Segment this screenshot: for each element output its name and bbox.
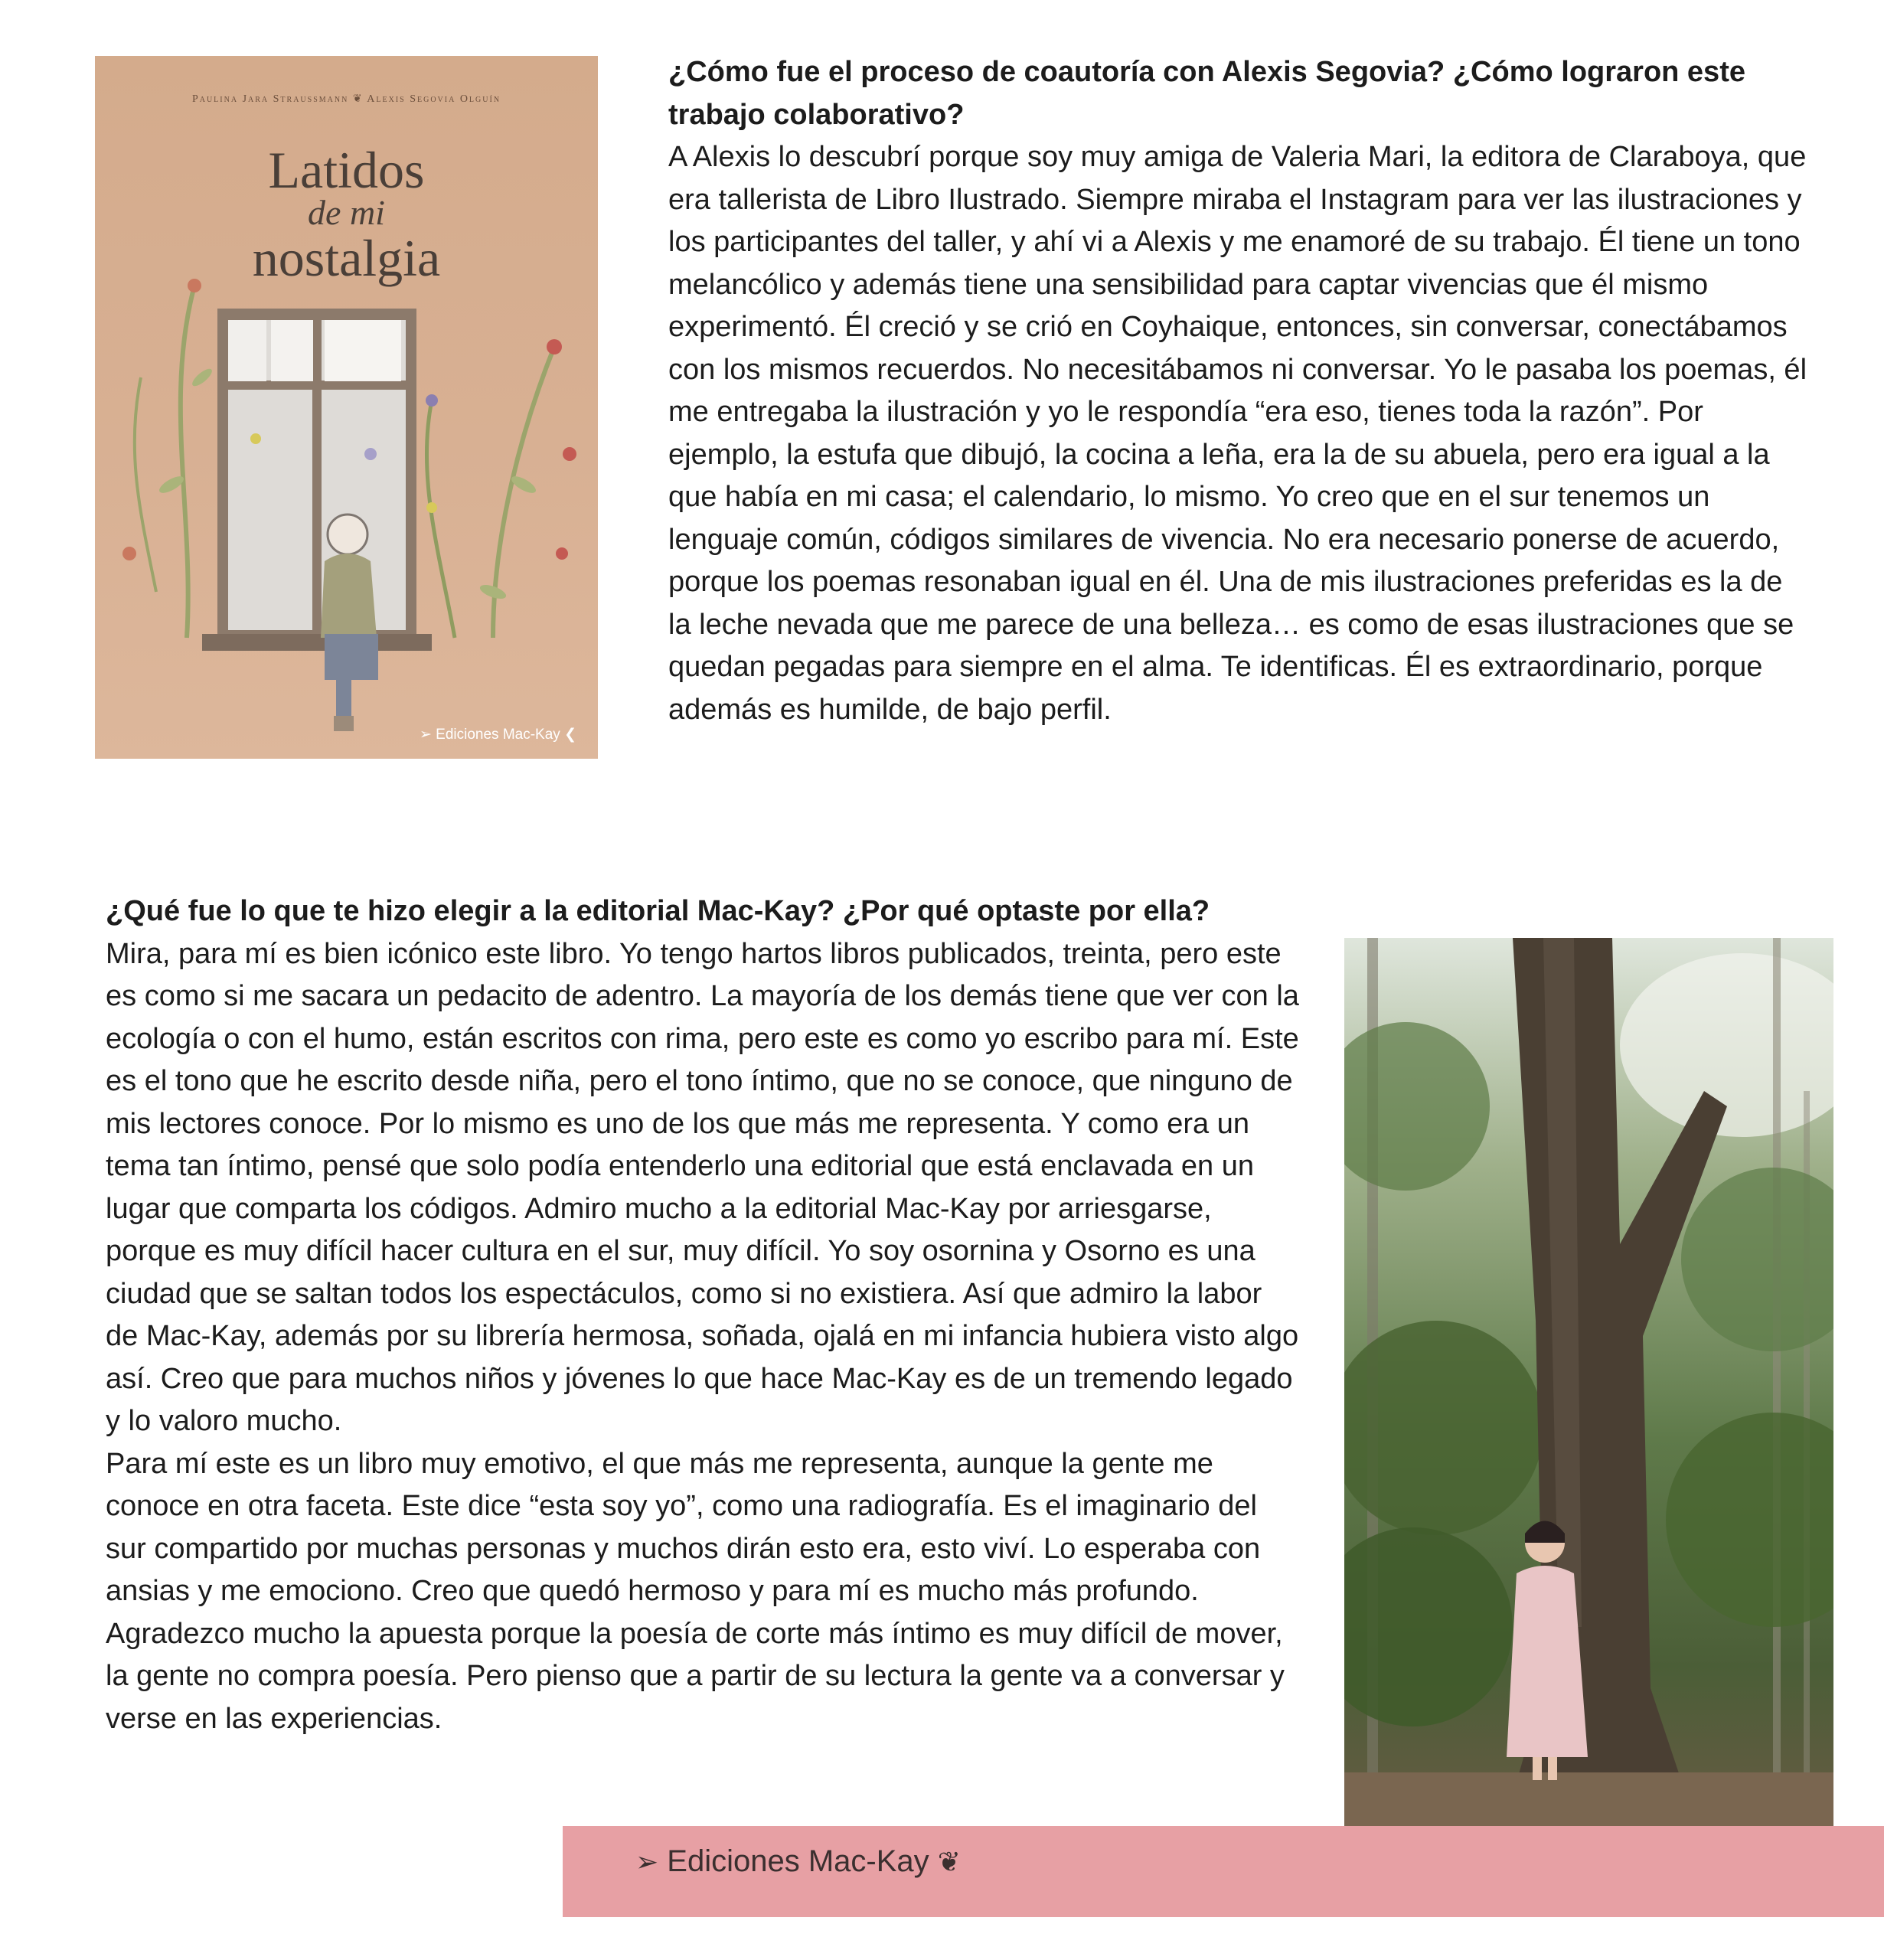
- publisher-logo: [635, 1844, 961, 1879]
- answer-2-paragraph-1: Mira, para mí es bien icónico este libro. Yo tengo hartos libros publicados, treinta, pero este es como si me sacara un pedacito de adentro. La mayoría de los demás tiene que ver con la ecología o con el humo, están escritos con rima, pero este es como yo escribo para mí. Este es el tono que he escrito desde niña, pero el tono íntimo, que no se conoce, que ninguno de mis lectores conoce. Por lo mismo es uno de los que más me representa. Y como era un tema tan íntimo, pensé que solo podía entenderlo una editorial que está enclavada en un lugar que comparta los códigos. Admiro mucho a la editorial Mac-Kay por arriesgarse, porque es muy difícil hacer cultura en el sur, muy difícil. Yo soy osornina y Osorno es una ciudad que se saltan todos los espectáculos, como si no existiera. Así que admiro la labor de Mac-Kay, además por su librería hermosa, soñada, ojalá en mi infancia hubiera visto algo así. Creo que para muchos niños y jóvenes lo que hace Mac-Kay es de un tremendo legado y lo valoro mucho.: [106, 937, 1299, 1437]
- author-photo: [1344, 938, 1833, 1849]
- logo-ornament-left-icon: ➢: [635, 1846, 659, 1877]
- answer-2-paragraph-2: Para mí este es un libro muy emotivo, el que más me representa, aunque la gente me conoce en otra faceta. Este dice “esta soy yo”, como una radiografía. Es el imaginario del sur compartido por muchas personas y muchos dirán esto era, esto viví. Lo esperaba con ansias y me emociono. Creo que quedó hermoso y para mí es mucho más profundo. Agradezco mucho la apuesta porque la poesía de corte más íntimo es muy difícil de mover, la gente no compra poesía. Pero pienso que a partir de su lectura la gente va a conversar y verse en las experiencias.: [106, 1447, 1285, 1735]
- cover-title-line2: de mi: [308, 193, 385, 232]
- book-cover: [95, 56, 598, 759]
- question-1: ¿Cómo fue el proceso de coautoría con Alexis Segovia? ¿Cómo lograron este trabajo colaborativo?: [668, 56, 1745, 131]
- interview-section-1: [668, 51, 1809, 731]
- answer-1: A Alexis lo descubrí porque soy muy amiga de Valeria Mari, la editora de Claraboya, que era tallerista de Libro Ilustrado. Siempre miraba el Instagram para ver las ilustraciones y los participantes del taller, y ahí vi a Alexis y me enamoré de su trabajo. Él tiene un tono melancólico y además tiene una sensibilidad para captar vivencias que él mismo experimentó. Él creció y se crió en Coyhaique, entonces, sin conversar, conectábamos con los mismos recuerdos. No necesitábamos ni conversar. Yo le pasaba los poemas, él me entregaba la ilustración y yo le respondía “era eso, tienes toda la razón”. Por ejemplo, la estufa que dibujó, la cocina a leña, era la de su abuela, pero era igual a la que había en mi casa; el calendario, lo mismo. Yo creo que en el sur tenemos un lenguaje común, códigos similares de vivencia. No era necesario ponerse de acuerdo, porque los poemas resonaban igual en él. Una de mis ilustraciones preferidas es la de la leche nevada que me parece de una belleza… es como de esas ilustraciones que se quedan pegadas para siempre en el alma. Te identificas. Él es extraordinario, porque además es humilde, de bajo perfil.: [668, 141, 1807, 726]
- footer-bar: [563, 1826, 1884, 1917]
- cover-authors: Paulina Jara Straussmann ❦ Alexis Segovia Olguín: [191, 93, 501, 105]
- forest-photo-illustration: [1344, 938, 1833, 1849]
- logo-ornament-right-icon: ❦: [937, 1846, 961, 1877]
- logo-text: Ediciones Mac-Kay: [667, 1844, 929, 1878]
- cover-publisher: ➢ Ediciones Mac-Kay ❮: [419, 727, 576, 743]
- cover-title-line3: nostalgia: [252, 229, 441, 287]
- cover-title-line1: Latidos: [268, 141, 425, 199]
- question-2: ¿Qué fue lo que te hizo elegir a la editorial Mac-Kay? ¿Por qué optaste por ella?: [106, 895, 1210, 927]
- interview-section-2: [106, 890, 1300, 1740]
